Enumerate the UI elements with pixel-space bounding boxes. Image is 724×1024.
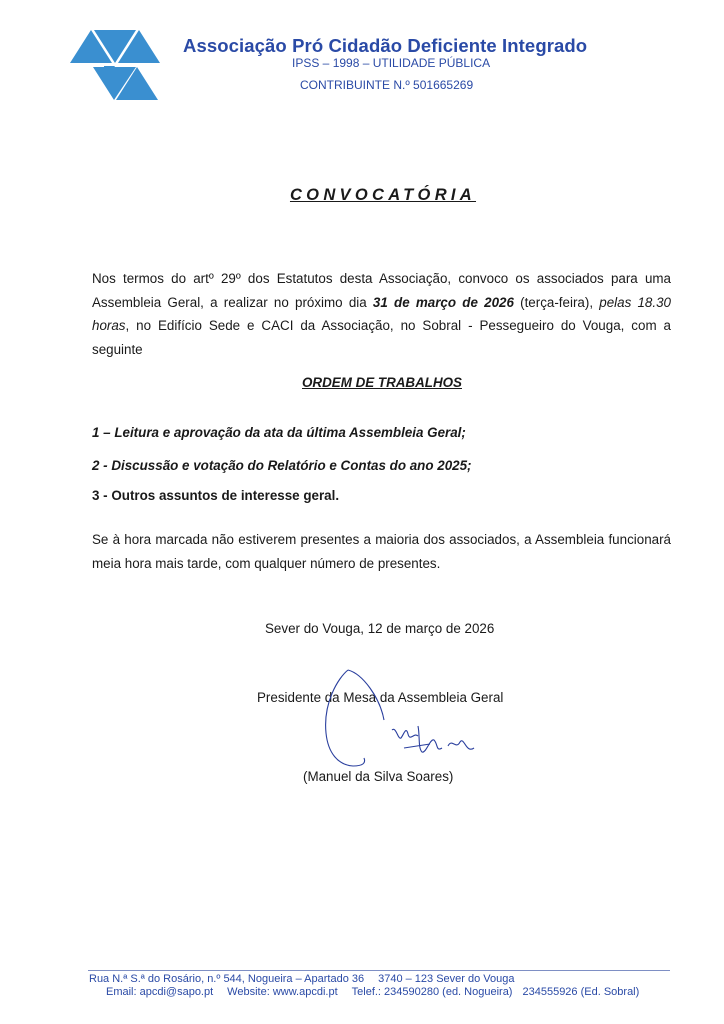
agenda-item: 1 – Leitura e aprovação da ata da última Assembleia Geral;: [92, 425, 466, 440]
footer-phone-nogueira: Telef.: 234590280 (ed. Nogueira): [351, 986, 513, 998]
footer-divider: [88, 970, 670, 971]
footer-website[interactable]: Website: www.apcdi.pt: [227, 986, 338, 998]
footer-email[interactable]: Email: apcdi@sapo.pt: [106, 986, 214, 998]
footer-phone-sobral: 234555926 (Ed. Sobral): [522, 986, 640, 998]
footer-contacts-line: [106, 986, 639, 998]
intro-text-3: , no Edifício Sede e CACI da Associação, no Sobral - Pessegueiro do Vouga, com a seguinte: [92, 318, 671, 357]
agenda-item: 3 - Outros assuntos de interesse geral.: [92, 488, 340, 503]
convocation-paragraph: [92, 267, 671, 361]
signer-name: (Manuel da Silva Soares): [303, 769, 454, 784]
agenda-title: ORDEM DE TRABALHOS: [302, 375, 462, 390]
org-taxpayer-number: CONTRIBUINTE N.º 501665269: [300, 78, 474, 92]
meeting-time: pelas 18.30 horas: [92, 294, 671, 333]
meeting-date: 31 de março de 2026: [372, 294, 514, 310]
org-name: Associação Pró Cidadão Deficiente Integrado: [183, 35, 588, 56]
footer-postal: 3740 – 123 Sever do Vouga: [378, 973, 515, 985]
agenda-item: 2 - Discussão e votação do Relatório e Contas do ano 2025;: [92, 458, 472, 473]
footer-address-line: [89, 973, 515, 985]
org-subtitle: IPSS – 1998 – UTILIDADE PÚBLICA: [292, 56, 491, 70]
footer-address: Rua N.ª S.ª do Rosário, n.º 544, Nogueira – Apartado 36: [89, 973, 365, 985]
intro-text-1: Nos termos do artº 29º dos Estatutos desta Associação, convoco os associados para uma Assembleia Geral, a realizar no próximo dia: [92, 271, 671, 310]
triangles-logo-icon: [70, 30, 162, 102]
quorum-paragraph: Se à hora marcada não estiverem presentes a maioria dos associados, a Assembleia funcionará meia hora mais tarde, com qualquer número de presentes.: [92, 532, 671, 571]
document-title: CONVOCATÓRIA: [289, 186, 477, 204]
place-date: Sever do Vouga, 12 de março de 2026: [265, 621, 495, 636]
intro-text-2: (terça-feira),: [513, 294, 600, 310]
signer-role: Presidente da Mesa da Assembleia Geral: [257, 690, 504, 705]
